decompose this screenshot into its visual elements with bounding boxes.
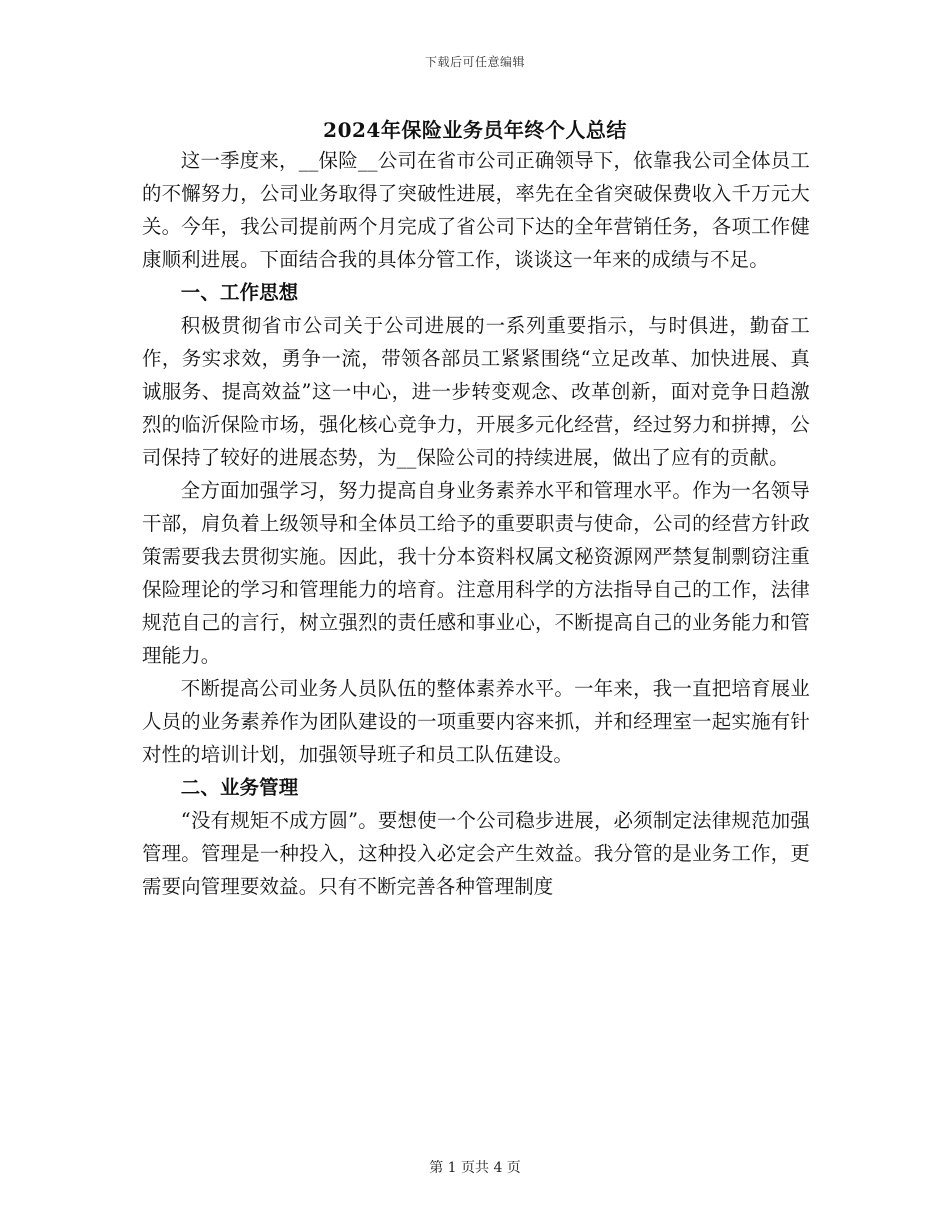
page-header: 下载后可任意编辑 xyxy=(424,55,525,69)
paragraph-intro: 这一季度来，__保险__公司在省市公司正确领导下，依靠我公司全体员工的不懈努力，公司业务取得了突破性进展，率先在全省突破保费收入千万元大关。今年，我公司提前两个月完成了省公司下达的全年营销任务，各项工作健康顺利进展。下面结合我的具体分管工作，谈谈这一年来的成绩与不足。 xyxy=(142,149,810,271)
paragraph-team-quality: 不断提高公司业务人员队伍的整体素养水平。一年来，我一直把培育展业人员的业务素养作为团队建设的一项重要内容来抓，并和经理室一起实施有针对性的培训计划，加强领导班子和员工队伍建设。 xyxy=(142,677,810,766)
paragraph-business-management: “没有规矩不成方圆”。要想使一个公司稳步进展，必须制定法律规范加强管理。管理是一种投入，这种投入必定会产生效益。我分管的是业务工作，更需要向管理要效益。只有不断完善各种管理制度 xyxy=(142,809,810,898)
page-footer: 第 1 页共 4 页 xyxy=(429,1160,521,1176)
paragraph-learning: 全方面加强学习，努力提高自身业务素养水平和管理水平。作为一名领导干部，肩负着上级领导和全体员工给予的重要职责与使命，公司的经营方针政策需要我去贯彻实施。因此，我十分本资料权属文秘资源网严禁复制剽窃注重保险理论的学习和管理能力的培育。注意用科学的方法指导自己的工作，法律规范自己的言行，树立强烈的责任感和事业心，不断提高自己的业务能力和管理能力。 xyxy=(142,479,810,667)
document-body xyxy=(142,144,810,903)
section-heading-business-management: 二、业务管理 xyxy=(180,776,299,799)
paragraph-work-thinking: 积极贯彻省市公司关于公司进展的一系列重要指示，与时俱进，勤奋工作，务实求效，勇争一流，带领各部员工紧紧围绕“立足改革、加快进展、真诚服务、提高效益”这一中心，进一步转变观念、改革创新，面对竞争日趋激烈的临沂保险市场，强化核心竞争力，开展多元化经营，经过努力和拼搏，公司保持了较好的进展态势，为__保险公司的持续进展，做出了应有的贡献。 xyxy=(142,314,810,469)
document-title: 2024年保险业务员年终个人总结 xyxy=(323,118,627,142)
section-heading-work-thinking: 一、工作思想 xyxy=(180,281,299,304)
